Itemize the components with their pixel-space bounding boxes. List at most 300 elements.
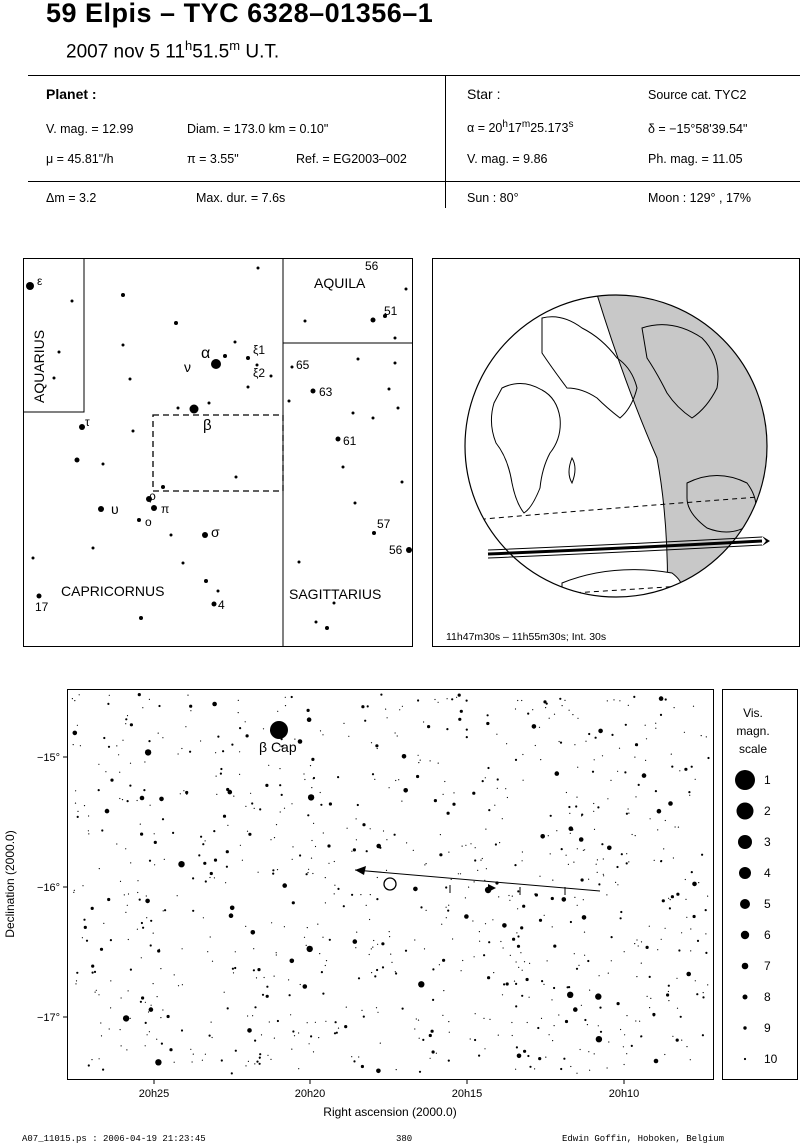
field-star <box>383 830 384 831</box>
field-star <box>399 709 400 710</box>
field-star <box>678 827 679 828</box>
star-source-catalog: Source cat. TYC2 <box>648 88 747 102</box>
field-star <box>516 932 517 933</box>
label-beta: β <box>203 417 212 434</box>
field-star <box>617 1002 620 1005</box>
field-star <box>380 694 382 696</box>
field-star <box>285 697 286 698</box>
y-axis-labels <box>37 752 60 1024</box>
field-star <box>544 915 545 916</box>
field-star <box>671 766 673 768</box>
field-star <box>391 962 392 963</box>
earth-globe-panel <box>432 258 800 648</box>
field-star <box>139 899 141 901</box>
field-star <box>686 1046 687 1047</box>
field-star <box>326 960 327 961</box>
field-star <box>84 805 85 806</box>
field-star <box>169 1048 172 1051</box>
field-star <box>389 931 390 932</box>
field-star <box>390 954 391 955</box>
field-star <box>562 705 563 706</box>
field-star <box>276 952 277 953</box>
field-star <box>515 1005 517 1007</box>
field-star <box>577 848 578 849</box>
field-star <box>545 707 546 708</box>
field-star <box>553 945 556 948</box>
field-star <box>403 788 408 793</box>
field-star <box>320 792 321 793</box>
field-star <box>162 1009 163 1010</box>
field-star <box>224 992 225 993</box>
field-star <box>449 1032 450 1033</box>
field-star <box>598 883 600 885</box>
field-star <box>562 897 567 902</box>
field-star <box>125 848 126 849</box>
field-star <box>516 961 517 962</box>
field-star <box>247 831 248 832</box>
field-star <box>589 1070 590 1071</box>
field-star <box>550 815 552 817</box>
field-star <box>130 1018 131 1019</box>
field-star <box>181 1029 183 1031</box>
field-star <box>426 910 427 911</box>
field-star <box>688 791 690 793</box>
field-star <box>96 990 97 991</box>
field-star <box>465 897 466 898</box>
field-star <box>396 1069 397 1070</box>
field-star <box>141 922 143 924</box>
field-star <box>418 1020 419 1021</box>
field-star <box>178 861 184 867</box>
scale-title-3: scale <box>738 742 768 756</box>
map-star <box>71 300 74 303</box>
field-star <box>477 870 478 871</box>
field-star <box>522 860 523 861</box>
field-star <box>626 1053 627 1054</box>
field-star <box>611 734 613 736</box>
header-divider <box>445 76 446 208</box>
field-star <box>595 993 601 999</box>
field-star <box>310 1035 312 1037</box>
field-star <box>635 1020 636 1021</box>
field-star <box>328 863 329 864</box>
field-star <box>211 1022 212 1023</box>
field-star <box>583 850 584 851</box>
field-star <box>705 933 706 934</box>
field-star <box>419 1038 420 1039</box>
star-phmag: Ph. mag. = 11.05 <box>648 152 743 166</box>
field-star <box>664 1054 665 1055</box>
field-star <box>181 748 182 749</box>
field-star <box>497 788 498 789</box>
field-star <box>665 698 667 700</box>
field-star <box>231 744 233 746</box>
field-star <box>597 872 598 873</box>
footer-file: A07_11015.ps : 2006-04-19 21:23:45 <box>22 1134 206 1144</box>
map-star <box>98 506 104 512</box>
field-star <box>569 813 570 814</box>
field-star <box>639 1021 640 1022</box>
field-star <box>588 733 590 735</box>
field-star <box>555 771 560 776</box>
y-axis-ticks <box>63 757 67 1017</box>
field-star <box>569 710 570 711</box>
field-star <box>272 873 274 875</box>
field-star <box>322 734 323 735</box>
field-star <box>529 997 530 998</box>
field-star <box>159 797 164 802</box>
field-star <box>245 806 246 807</box>
field-star <box>466 736 468 738</box>
magnitude-dot-3 <box>738 835 752 849</box>
label-61: 61 <box>343 434 357 448</box>
field-star <box>210 872 213 875</box>
field-star <box>364 720 366 722</box>
footer-page-number: 380 <box>396 1134 413 1144</box>
field-star <box>130 723 133 726</box>
field-star <box>603 858 604 859</box>
field-star <box>657 829 658 830</box>
field-star <box>329 802 332 805</box>
field-star <box>205 1054 206 1055</box>
field-star <box>657 949 658 950</box>
header-rule-top <box>28 75 800 76</box>
field-star <box>650 998 651 999</box>
map-star <box>247 386 250 389</box>
field-star <box>707 984 708 985</box>
field-star <box>274 976 275 977</box>
field-star <box>539 876 540 877</box>
event-minutes: 51.5 <box>192 41 230 63</box>
field-star <box>624 951 625 952</box>
field-star <box>238 712 239 713</box>
field-star <box>291 803 292 804</box>
field-star <box>668 801 673 806</box>
field-star <box>576 1073 577 1074</box>
field-star <box>581 814 583 816</box>
field-star <box>256 977 257 978</box>
field-star <box>88 830 89 831</box>
field-star <box>445 886 447 888</box>
field-star <box>702 996 704 998</box>
field-star <box>653 1015 654 1016</box>
field-star <box>423 721 424 722</box>
field-star <box>507 797 508 798</box>
field-star <box>559 698 561 700</box>
field-star <box>227 825 228 826</box>
map-star <box>342 466 345 469</box>
field-star <box>598 1025 599 1026</box>
field-star <box>668 898 669 899</box>
map-star <box>291 366 294 369</box>
field-star <box>110 1007 111 1008</box>
field-star <box>94 971 96 973</box>
field-star <box>127 905 128 906</box>
field-star <box>420 906 422 908</box>
field-star <box>167 1015 170 1018</box>
field-star <box>458 873 459 874</box>
field-star <box>422 1039 424 1041</box>
field-star <box>564 700 565 701</box>
magnitude-label-8: 8 <box>764 990 771 1004</box>
field-star <box>101 1035 102 1036</box>
field-star <box>592 771 594 773</box>
field-star <box>98 764 99 765</box>
scale-title-1: Vis. <box>743 706 763 720</box>
field-star <box>105 809 110 814</box>
field-star <box>107 898 110 901</box>
field-star <box>585 741 586 742</box>
field-star <box>695 980 696 981</box>
field-star <box>130 969 132 971</box>
field-star <box>250 1031 251 1032</box>
field-star <box>495 843 497 845</box>
field-star <box>436 1053 437 1054</box>
field-star <box>496 734 497 735</box>
field-star <box>245 721 246 722</box>
field-star <box>262 994 264 996</box>
field-star <box>567 992 573 998</box>
field-star <box>696 993 698 995</box>
field-star <box>118 754 119 755</box>
field-star <box>617 771 618 772</box>
field-star <box>577 718 578 719</box>
field-star <box>307 717 312 722</box>
field-star <box>397 735 398 736</box>
field-star <box>474 881 475 882</box>
field-star <box>110 779 113 782</box>
field-star <box>361 1010 362 1011</box>
map-star <box>304 320 307 323</box>
moon-elongation: Moon : 129° , 17% <box>648 191 751 205</box>
map-star <box>26 282 34 290</box>
planet-diameter: Diam. = 173.0 km = 0.10" <box>187 122 329 136</box>
field-star <box>172 832 174 834</box>
map-star <box>352 412 355 415</box>
field-star <box>448 905 449 906</box>
magnitude-dot-4 <box>739 867 751 879</box>
field-star <box>447 698 448 699</box>
field-star <box>432 1050 435 1053</box>
field-star <box>259 1058 260 1059</box>
field-star <box>516 1046 518 1048</box>
field-star <box>371 972 372 973</box>
field-star <box>73 892 74 893</box>
field-star <box>214 859 217 862</box>
map-star <box>132 430 135 433</box>
map-star <box>405 288 408 291</box>
field-star <box>626 862 628 864</box>
field-star <box>645 760 646 761</box>
field-star <box>441 924 442 925</box>
field-star <box>248 1061 249 1062</box>
field-star <box>603 874 604 875</box>
field-star <box>439 853 442 856</box>
field-star <box>502 818 503 819</box>
field-star <box>581 1005 582 1006</box>
field-star <box>154 841 157 844</box>
field-star <box>624 771 626 773</box>
field-star <box>583 899 584 900</box>
field-star <box>307 927 308 928</box>
constellation-sagittarius: SAGITTARIUS <box>289 586 382 602</box>
field-star <box>269 1021 270 1022</box>
field-star <box>382 966 384 968</box>
field-star <box>358 977 360 979</box>
map-star <box>406 547 412 553</box>
field-star <box>343 723 344 724</box>
label-alpha: α <box>201 345 211 362</box>
field-star <box>307 1022 308 1023</box>
field-star <box>215 752 216 753</box>
field-star <box>223 815 226 818</box>
field-star <box>75 983 76 984</box>
field-star <box>479 941 480 942</box>
field-star <box>381 942 384 945</box>
field-star <box>553 987 555 989</box>
field-star <box>465 845 466 846</box>
field-star <box>277 869 278 870</box>
field-star <box>124 894 125 895</box>
field-star <box>158 705 160 707</box>
field-star <box>266 986 268 988</box>
field-star <box>510 955 511 956</box>
field-star <box>395 972 397 974</box>
label-xi1: ξ1 <box>253 343 266 357</box>
field-star <box>306 945 307 946</box>
timezone: U.T. <box>240 41 280 63</box>
map-star <box>161 485 165 489</box>
field-star <box>253 969 255 971</box>
field-star <box>559 741 560 742</box>
field-star <box>405 950 407 952</box>
field-star <box>607 798 608 799</box>
field-star <box>216 794 217 795</box>
field-star <box>668 991 669 992</box>
field-star <box>235 951 236 952</box>
planet-motion: μ = 45.81"/h <box>46 152 114 166</box>
field-star <box>325 1021 326 1022</box>
field-star <box>351 851 352 852</box>
field-star <box>624 1034 625 1035</box>
field-star <box>313 823 314 824</box>
field-star <box>523 780 524 781</box>
field-star <box>144 761 145 762</box>
field-star <box>685 899 686 900</box>
field-star <box>380 1043 381 1044</box>
field-star <box>517 890 519 892</box>
beta-cap-label: β Cap <box>259 739 297 755</box>
field-star <box>361 705 364 708</box>
field-star <box>251 930 256 935</box>
field-star <box>284 926 285 927</box>
field-star <box>259 1053 261 1055</box>
field-star <box>665 820 666 821</box>
field-star <box>75 803 76 804</box>
field-star <box>178 985 179 986</box>
field-star <box>649 1007 650 1008</box>
field-star <box>377 748 378 749</box>
page-title: 59 Elpis – TYC 6328–01356–1 <box>46 0 434 28</box>
field-star <box>650 818 651 819</box>
field-star <box>632 834 633 835</box>
field-star <box>205 880 207 882</box>
field-star <box>686 972 691 977</box>
field-star <box>386 839 387 840</box>
field-star <box>140 796 145 801</box>
field-star <box>505 788 506 789</box>
field-star <box>517 700 518 701</box>
field-star <box>259 808 261 810</box>
field-star <box>217 736 219 738</box>
field-star <box>315 846 316 847</box>
field-star <box>515 759 517 761</box>
field-star <box>99 868 100 869</box>
field-star <box>180 793 181 794</box>
field-star <box>356 839 357 840</box>
map-star <box>92 547 95 550</box>
field-star <box>584 849 585 850</box>
field-star <box>362 823 365 826</box>
label-omicron: o <box>145 515 152 529</box>
field-star <box>438 763 439 764</box>
field-star <box>460 710 463 713</box>
field-star <box>274 837 275 838</box>
field-star <box>548 835 549 836</box>
field-star <box>461 970 462 971</box>
field-star <box>607 846 612 851</box>
field-star <box>641 963 642 964</box>
label-65: 65 <box>296 358 310 372</box>
field-star <box>478 1055 480 1057</box>
map-star <box>177 407 180 410</box>
field-star <box>246 734 249 737</box>
field-star <box>573 862 574 863</box>
field-star <box>298 739 303 744</box>
constellation-aquila: AQUILA <box>314 275 366 291</box>
field-star <box>430 760 431 761</box>
field-star <box>101 829 103 831</box>
field-star <box>416 775 419 778</box>
field-star <box>577 905 578 906</box>
field-star <box>413 887 418 892</box>
field-star <box>282 883 287 888</box>
field-star <box>226 850 229 853</box>
field-star <box>88 815 89 816</box>
map-star <box>336 437 341 442</box>
field-star <box>511 1022 512 1023</box>
field-star <box>232 968 234 970</box>
field-star <box>497 778 499 780</box>
field-star <box>681 1040 682 1041</box>
field-star <box>322 937 323 938</box>
field-star <box>74 700 75 701</box>
map-star <box>311 389 316 394</box>
field-star <box>137 892 138 893</box>
field-star <box>266 995 269 998</box>
field-star <box>678 949 680 951</box>
field-star <box>517 935 519 937</box>
field-star <box>162 737 163 738</box>
field-star <box>193 1054 194 1055</box>
field-star <box>187 695 188 696</box>
label-sigma: σ <box>211 524 220 540</box>
field-star <box>325 902 326 903</box>
field-star <box>649 976 651 978</box>
field-star <box>669 907 671 909</box>
field-star <box>474 956 475 957</box>
field-star <box>389 787 390 788</box>
